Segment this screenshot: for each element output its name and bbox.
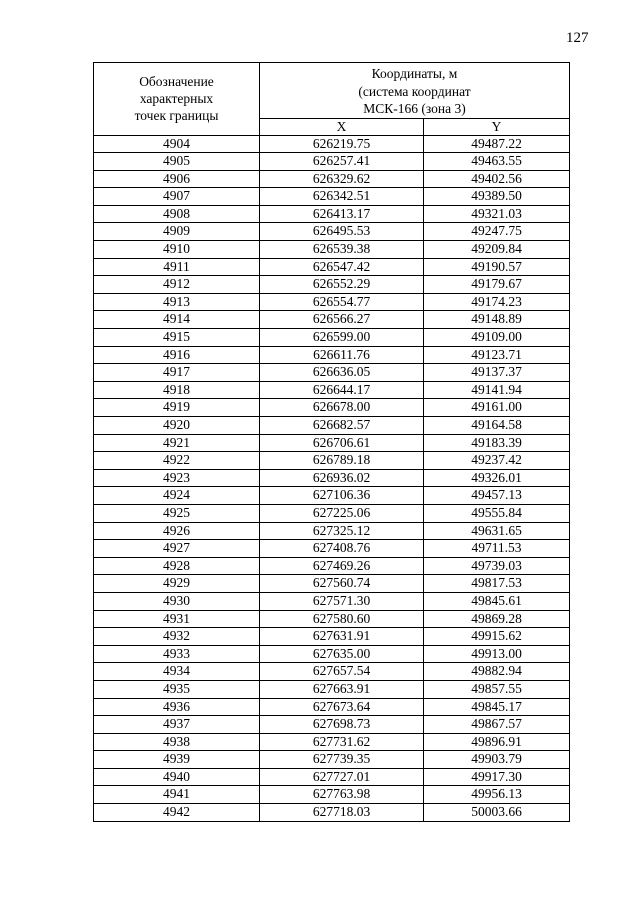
table-row: [94, 680, 570, 698]
y-coordinate-cell: 50003.66: [424, 804, 570, 822]
table-row: [94, 381, 570, 399]
table-row: [94, 205, 570, 223]
point-id-cell: 4931: [94, 610, 260, 628]
table-row: [94, 188, 570, 206]
table-row: [94, 663, 570, 681]
x-coordinate-cell: 626495.53: [260, 223, 424, 241]
point-header-line: характерных: [139, 91, 214, 107]
y-coordinate-cell: 49915.62: [424, 628, 570, 646]
point-id-cell: 4922: [94, 452, 260, 470]
table-row: [94, 540, 570, 558]
x-coordinate-cell: 627739.35: [260, 751, 424, 769]
table-row: [94, 135, 570, 153]
y-column-header: Y: [424, 118, 570, 135]
x-coordinate-cell: 627673.64: [260, 698, 424, 716]
x-column-header: X: [260, 118, 424, 135]
point-id-cell: 4917: [94, 364, 260, 382]
table-row: [94, 223, 570, 241]
table-row: [94, 434, 570, 452]
coordinates-table: [93, 62, 570, 822]
table-row: [94, 346, 570, 364]
y-coordinate-cell: 49711.53: [424, 540, 570, 558]
table-row: [94, 522, 570, 540]
y-coordinate-cell: 49164.58: [424, 417, 570, 435]
point-id-cell: 4909: [94, 223, 260, 241]
point-id-cell: 4914: [94, 311, 260, 329]
table-header: [94, 63, 570, 136]
table-row: [94, 399, 570, 417]
x-coordinate-cell: 627631.91: [260, 628, 424, 646]
point-id-cell: 4933: [94, 645, 260, 663]
x-coordinate-cell: 626789.18: [260, 452, 424, 470]
y-coordinate-cell: 49631.65: [424, 522, 570, 540]
table-row: [94, 276, 570, 294]
x-coordinate-cell: 627571.30: [260, 592, 424, 610]
point-id-cell: 4938: [94, 733, 260, 751]
point-id-cell: 4940: [94, 768, 260, 786]
table-row: [94, 557, 570, 575]
x-coordinate-cell: 626566.27: [260, 311, 424, 329]
point-id-cell: 4926: [94, 522, 260, 540]
point-id-cell: 4927: [94, 540, 260, 558]
y-coordinate-cell: 49463.55: [424, 153, 570, 171]
x-coordinate-cell: 627718.03: [260, 804, 424, 822]
point-id-cell: 4915: [94, 329, 260, 347]
point-id-cell: 4910: [94, 241, 260, 259]
coords-header-line: (система координат: [358, 83, 471, 99]
table-row: [94, 628, 570, 646]
page-number: 127: [566, 30, 589, 46]
point-id-cell: 4913: [94, 293, 260, 311]
y-coordinate-cell: 49161.00: [424, 399, 570, 417]
table-row: [94, 311, 570, 329]
point-id-cell: 4925: [94, 504, 260, 522]
x-coordinate-cell: 626599.00: [260, 329, 424, 347]
point-id-cell: 4908: [94, 205, 260, 223]
x-coordinate-cell: 626413.17: [260, 205, 424, 223]
point-id-cell: 4924: [94, 487, 260, 505]
y-coordinate-cell: 49869.28: [424, 610, 570, 628]
x-coordinate-cell: 627408.76: [260, 540, 424, 558]
x-coordinate-cell: 626936.02: [260, 469, 424, 487]
table-row: [94, 610, 570, 628]
y-coordinate-cell: 49137.37: [424, 364, 570, 382]
x-coordinate-cell: 626539.38: [260, 241, 424, 259]
y-coordinate-cell: 49389.50: [424, 188, 570, 206]
x-coordinate-cell: 626342.51: [260, 188, 424, 206]
coordinates-header: [260, 63, 570, 119]
point-header-line: точек границы: [134, 108, 219, 124]
x-coordinate-cell: 627698.73: [260, 716, 424, 734]
x-coordinate-cell: 626257.41: [260, 153, 424, 171]
table-row: [94, 417, 570, 435]
x-coordinate-cell: 626682.57: [260, 417, 424, 435]
point-id-cell: 4934: [94, 663, 260, 681]
y-coordinate-cell: 49845.61: [424, 592, 570, 610]
x-coordinate-cell: 627727.01: [260, 768, 424, 786]
y-coordinate-cell: 49457.13: [424, 487, 570, 505]
table-body: [94, 135, 570, 821]
x-coordinate-cell: 626329.62: [260, 170, 424, 188]
table-row: [94, 768, 570, 786]
x-coordinate-cell: 627580.60: [260, 610, 424, 628]
table-row: [94, 487, 570, 505]
y-coordinate-cell: 49896.91: [424, 733, 570, 751]
y-coordinate-cell: 49555.84: [424, 504, 570, 522]
header-row-main: [94, 63, 570, 119]
x-coordinate-cell: 627731.62: [260, 733, 424, 751]
table-row: [94, 733, 570, 751]
table-row: [94, 716, 570, 734]
point-id-cell: 4911: [94, 258, 260, 276]
x-coordinate-cell: 626554.77: [260, 293, 424, 311]
point-id-cell: 4919: [94, 399, 260, 417]
point-id-cell: 4942: [94, 804, 260, 822]
y-coordinate-cell: 49956.13: [424, 786, 570, 804]
point-id-cell: 4923: [94, 469, 260, 487]
table-row: [94, 153, 570, 171]
y-coordinate-cell: 49739.03: [424, 557, 570, 575]
x-coordinate-cell: 626219.75: [260, 135, 424, 153]
x-coordinate-cell: 627106.36: [260, 487, 424, 505]
y-coordinate-cell: 49402.56: [424, 170, 570, 188]
y-coordinate-cell: 49141.94: [424, 381, 570, 399]
y-coordinate-cell: 49247.75: [424, 223, 570, 241]
x-coordinate-cell: 627469.26: [260, 557, 424, 575]
y-coordinate-cell: 49867.57: [424, 716, 570, 734]
point-id-cell: 4905: [94, 153, 260, 171]
table-row: [94, 504, 570, 522]
y-coordinate-cell: 49326.01: [424, 469, 570, 487]
y-coordinate-cell: 49183.39: [424, 434, 570, 452]
y-coordinate-cell: 49845.17: [424, 698, 570, 716]
y-coordinate-cell: 49148.89: [424, 311, 570, 329]
x-coordinate-cell: 626644.17: [260, 381, 424, 399]
y-coordinate-cell: 49882.94: [424, 663, 570, 681]
point-id-cell: 4906: [94, 170, 260, 188]
x-coordinate-cell: 626552.29: [260, 276, 424, 294]
point-id-cell: 4916: [94, 346, 260, 364]
x-coordinate-cell: 627635.00: [260, 645, 424, 663]
y-coordinate-cell: 49913.00: [424, 645, 570, 663]
y-coordinate-cell: 49174.23: [424, 293, 570, 311]
table-row: [94, 575, 570, 593]
table-row: [94, 293, 570, 311]
point-id-cell: 4907: [94, 188, 260, 206]
table-row: [94, 592, 570, 610]
y-coordinate-cell: 49123.71: [424, 346, 570, 364]
point-id-cell: 4936: [94, 698, 260, 716]
y-coordinate-cell: 49209.84: [424, 241, 570, 259]
table-row: [94, 804, 570, 822]
table-row: [94, 364, 570, 382]
table-row: [94, 645, 570, 663]
x-coordinate-cell: 627325.12: [260, 522, 424, 540]
y-coordinate-cell: 49487.22: [424, 135, 570, 153]
x-coordinate-cell: 627663.91: [260, 680, 424, 698]
point-id-cell: 4941: [94, 786, 260, 804]
table-row: [94, 452, 570, 470]
y-coordinate-cell: 49109.00: [424, 329, 570, 347]
x-coordinate-cell: 627560.74: [260, 575, 424, 593]
y-coordinate-cell: 49857.55: [424, 680, 570, 698]
point-id-cell: 4935: [94, 680, 260, 698]
point-id-cell: 4939: [94, 751, 260, 769]
y-coordinate-cell: 49237.42: [424, 452, 570, 470]
point-id-cell: 4929: [94, 575, 260, 593]
x-coordinate-cell: 627763.98: [260, 786, 424, 804]
x-coordinate-cell: 626636.05: [260, 364, 424, 382]
point-id-cell: 4928: [94, 557, 260, 575]
table-row: [94, 258, 570, 276]
point-id-cell: 4937: [94, 716, 260, 734]
table-row: [94, 786, 570, 804]
y-coordinate-cell: 49321.03: [424, 205, 570, 223]
point-id-cell: 4921: [94, 434, 260, 452]
y-coordinate-cell: 49190.57: [424, 258, 570, 276]
point-designation-header: [94, 63, 260, 136]
x-coordinate-cell: 627225.06: [260, 504, 424, 522]
point-id-cell: 4920: [94, 417, 260, 435]
y-coordinate-cell: 49917.30: [424, 768, 570, 786]
x-coordinate-cell: 626611.76: [260, 346, 424, 364]
coords-header-line: МСК-166 (зона 3): [363, 101, 466, 116]
x-coordinate-cell: 626547.42: [260, 258, 424, 276]
table-row: [94, 241, 570, 259]
point-id-cell: 4918: [94, 381, 260, 399]
y-coordinate-cell: 49817.53: [424, 575, 570, 593]
table-row: [94, 751, 570, 769]
y-coordinate-cell: 49903.79: [424, 751, 570, 769]
x-coordinate-cell: 626706.61: [260, 434, 424, 452]
point-id-cell: 4904: [94, 135, 260, 153]
point-header-line: Обозначение: [139, 74, 214, 90]
table-row: [94, 698, 570, 716]
x-coordinate-cell: 626678.00: [260, 399, 424, 417]
table-row: [94, 170, 570, 188]
point-id-cell: 4930: [94, 592, 260, 610]
point-id-cell: 4932: [94, 628, 260, 646]
point-id-cell: 4912: [94, 276, 260, 294]
table-row: [94, 469, 570, 487]
coords-header-line: Координаты, м: [371, 66, 458, 81]
y-coordinate-cell: 49179.67: [424, 276, 570, 294]
x-coordinate-cell: 627657.54: [260, 663, 424, 681]
table-row: [94, 329, 570, 347]
